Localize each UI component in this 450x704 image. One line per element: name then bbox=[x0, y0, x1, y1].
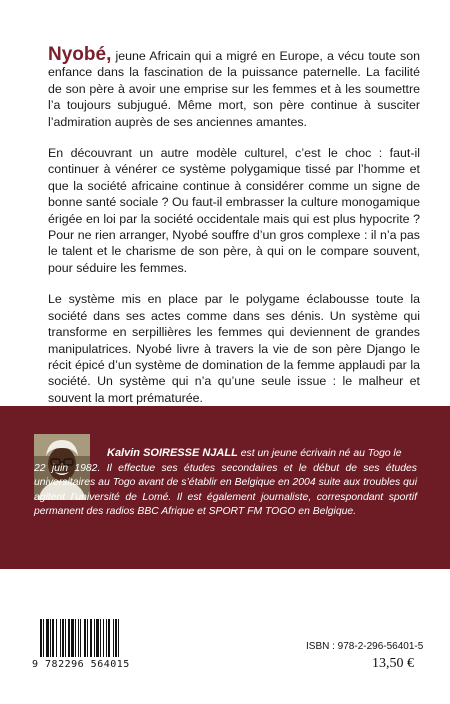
barcode-bar bbox=[78, 619, 79, 657]
barcode-bar bbox=[115, 619, 117, 657]
barcode-bar bbox=[65, 619, 66, 657]
barcode-bar bbox=[60, 619, 61, 657]
barcode-bar bbox=[75, 619, 76, 657]
author-biography-band bbox=[0, 406, 450, 569]
barcode-bar bbox=[118, 619, 119, 657]
author-bio-line-1: est un jeune écrivain né au Togo le bbox=[237, 448, 402, 459]
barcode-bar bbox=[50, 619, 51, 657]
synopsis-paragraph-2: En découvrant un autre modèle culturel, c’est le choc : faut-il continuer à vénérer ce système polygamique tissé par l’homme et que la société africaine continue à considérer comme un signe de bonne santé sociale ? Ou faut-il embrasser la culture monogamique érigée en loi par la société occidentale mais qui est plus hypocrite ? Pour ne rien arranger, Nyobé souffre d’un gros complexe : il n’a pas le talent et le charisme de son père, à qui on le compare souvent, pour séduire les femmes. bbox=[48, 146, 420, 275]
barcode-bars bbox=[38, 619, 148, 659]
author-name: Kalvin SOIRESSE NJALL bbox=[107, 447, 238, 459]
barcode-bar bbox=[94, 619, 95, 657]
synopsis-paragraph-1-text: jeune Africain qui a migré en Europe, a vécu toute son enfance dans la fascination de la puissance paternelle. La facilité de son père à avoir une emprise sur les femmes et à les soumettre l’a toujours subjugué. Même mort, son père continue à susciter l’admiration auprès de ses anciennes amantes. bbox=[48, 49, 420, 129]
barcode-bar bbox=[68, 619, 70, 657]
barcode-bar bbox=[71, 619, 74, 657]
barcode-bar bbox=[40, 619, 42, 657]
back-cover-synopsis bbox=[48, 44, 420, 421]
barcode-bar bbox=[90, 619, 92, 657]
barcode-bar bbox=[46, 619, 49, 657]
barcode-bar bbox=[87, 619, 88, 657]
synopsis-paragraph-3: Le système mis en place par le polygame éclabousse toute la société dans ses actes comme dans ses dénis. Un système qui transforme en serpillières les femmes qui deviennent de grandes manipulatrices. Nyobé livre à travers la vie de son père Django le récit épicé d’un système de domination de la femme applaudi par la société. Un système qui n’a qu’une seule issue : le malheur et souvent la mort prématurée. bbox=[48, 292, 420, 405]
price-label: 13,50 € bbox=[372, 656, 414, 671]
barcode-bar bbox=[103, 619, 104, 657]
barcode-digits: 9 782296 564015 bbox=[32, 659, 130, 670]
barcode-bar bbox=[108, 619, 110, 657]
barcode-bar bbox=[100, 619, 101, 657]
barcode-bar bbox=[43, 619, 44, 657]
barcode-bar bbox=[106, 619, 107, 657]
author-bio-text: 22 juin 1982. Il effectue ses études secondaires et le début de ses études universitaires au Togo avant de s’établir en Belgique en 2004 suite aux troubles qui agitent l’université de Lomé. Il est également journaliste, correspondant sportif permanent des radios BBC Afrique et SPORT FM TOGO en Belgique. bbox=[34, 462, 417, 517]
barcode-bar bbox=[80, 619, 81, 657]
synopsis-paragraph-1 bbox=[48, 44, 420, 130]
barcode-bar bbox=[84, 619, 86, 657]
author-bio bbox=[34, 446, 417, 520]
barcode-bar bbox=[62, 619, 64, 657]
barcode-bar bbox=[96, 619, 99, 657]
barcode-bar bbox=[52, 619, 54, 657]
barcode bbox=[32, 619, 152, 673]
isbn-label: ISBN : 978-2-296-56401-5 bbox=[306, 641, 424, 652]
barcode-bar bbox=[113, 619, 114, 657]
protagonist-name: Nyobé, bbox=[48, 44, 112, 65]
barcode-bar bbox=[56, 619, 57, 657]
